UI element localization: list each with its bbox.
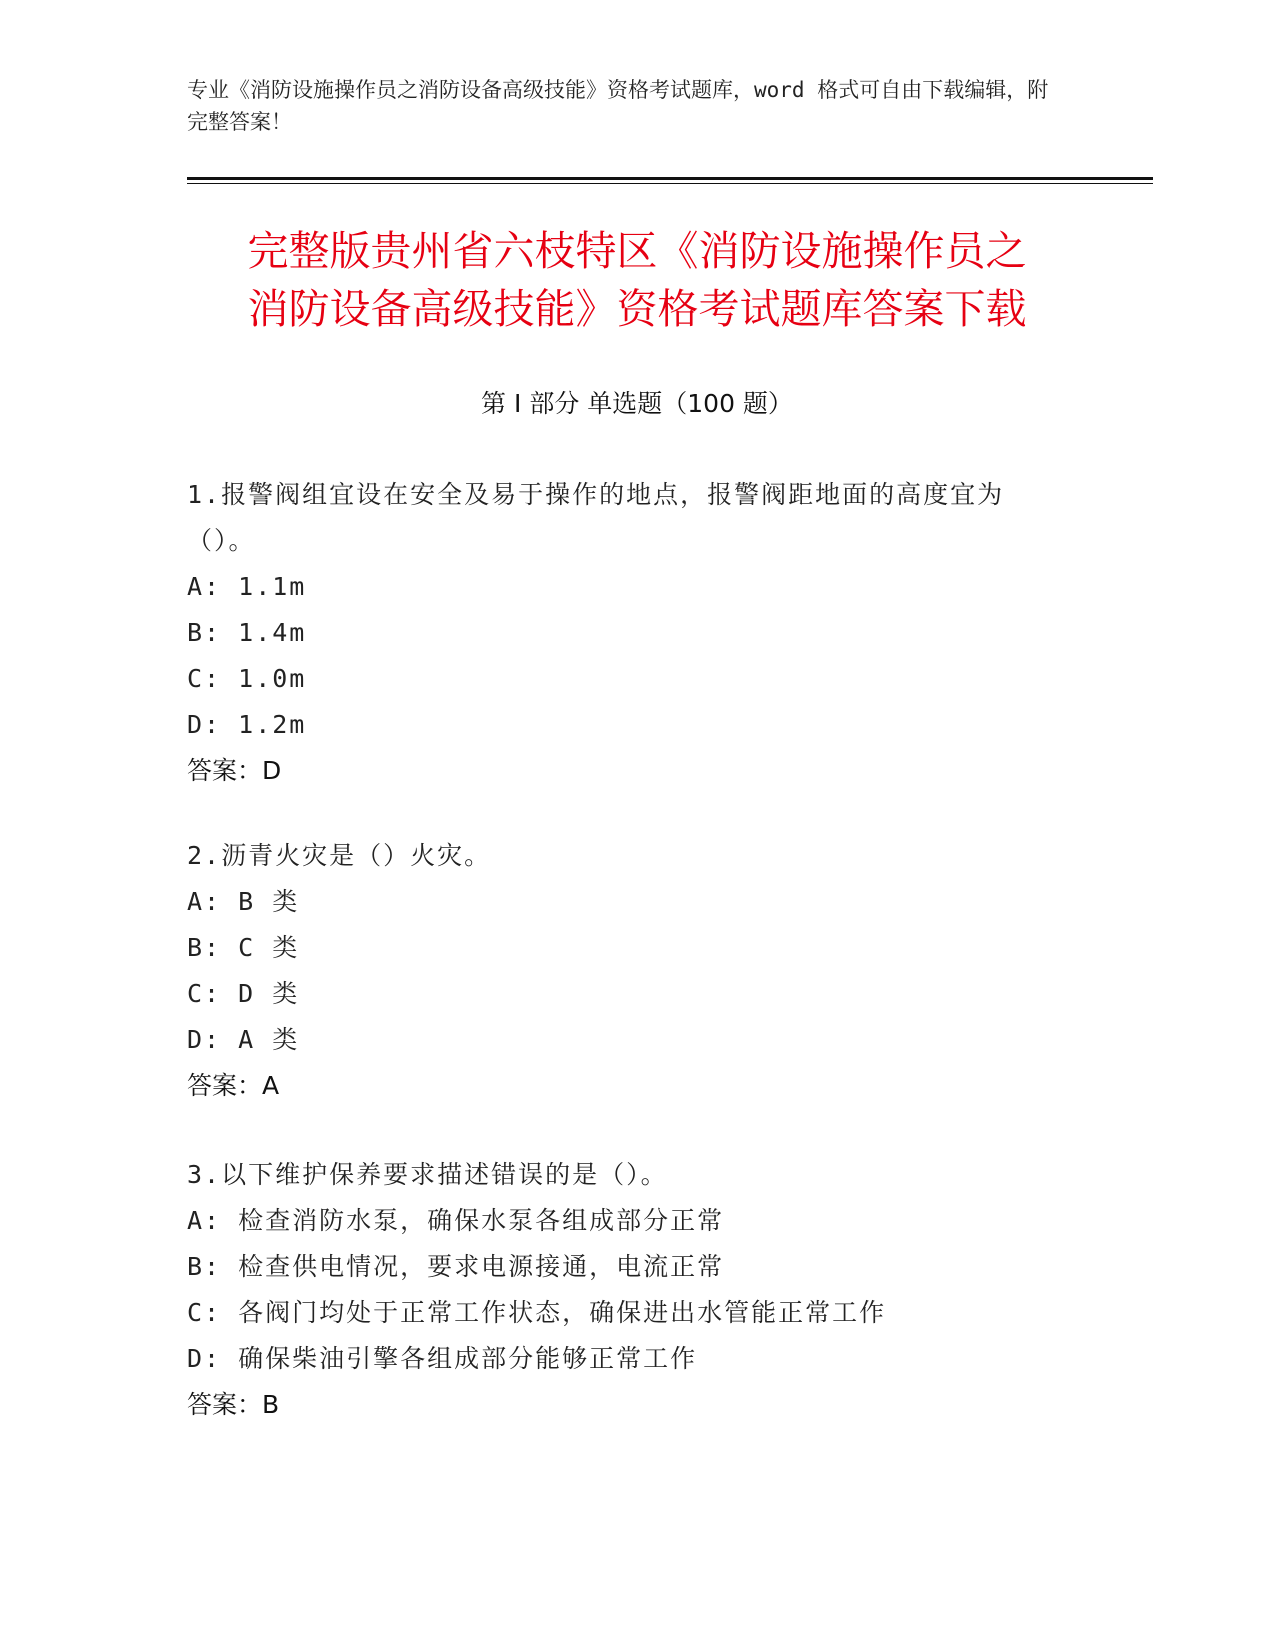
option-b: B: C 类	[187, 933, 300, 962]
question-1	[187, 472, 1067, 794]
option-d: D: A 类	[187, 1025, 300, 1054]
option-a: A: 1.1m	[187, 572, 307, 601]
section-heading: 第 I 部分 单选题（100 题）	[481, 389, 793, 418]
option-c: C: D 类	[187, 979, 300, 1008]
question-2	[187, 833, 1067, 1109]
header-divider-thin	[187, 183, 1153, 184]
option-a: A: B 类	[187, 887, 300, 916]
document-title-line-1: 完整版贵州省六枝特区《消防设施操作员之	[247, 227, 1027, 275]
option-c: C: 1.0m	[187, 664, 307, 693]
header-note: 专业《消防设施操作员之消防设备高级技能》资格考试题库，word 格式可自由下载编辑，附完整答案！	[187, 78, 1049, 134]
document-title-line-2: 消防设备高级技能》资格考试题库答案下载	[247, 285, 1027, 333]
answer: 答案：B	[187, 1390, 280, 1419]
option-b: B: 1.4m	[187, 618, 307, 647]
option-a: A: 检查消防水泵，确保水泵各组成部分正常	[187, 1206, 725, 1235]
question-stem: 2.沥青火灾是（）火灾。	[187, 841, 492, 870]
option-d: D: 确保柴油引擎各组成部分能够正常工作	[187, 1344, 698, 1373]
question-stem: 3.以下维护保养要求描述错误的是（）。	[187, 1160, 668, 1189]
document-title	[187, 222, 1087, 338]
option-c: C: 各阀门均处于正常工作状态，确保进出水管能正常工作	[187, 1298, 887, 1327]
header-divider-thick	[187, 177, 1153, 180]
option-b: B: 检查供电情况，要求电源接通，电流正常	[187, 1252, 725, 1281]
question-stem: 1.报警阀组宜设在安全及易于操作的地点，报警阀距地面的高度宜为（）。	[187, 480, 1005, 555]
answer: 答案：D	[187, 756, 282, 785]
answer: 答案：A	[187, 1071, 280, 1100]
question-3	[187, 1152, 1067, 1428]
option-d: D: 1.2m	[187, 710, 307, 739]
